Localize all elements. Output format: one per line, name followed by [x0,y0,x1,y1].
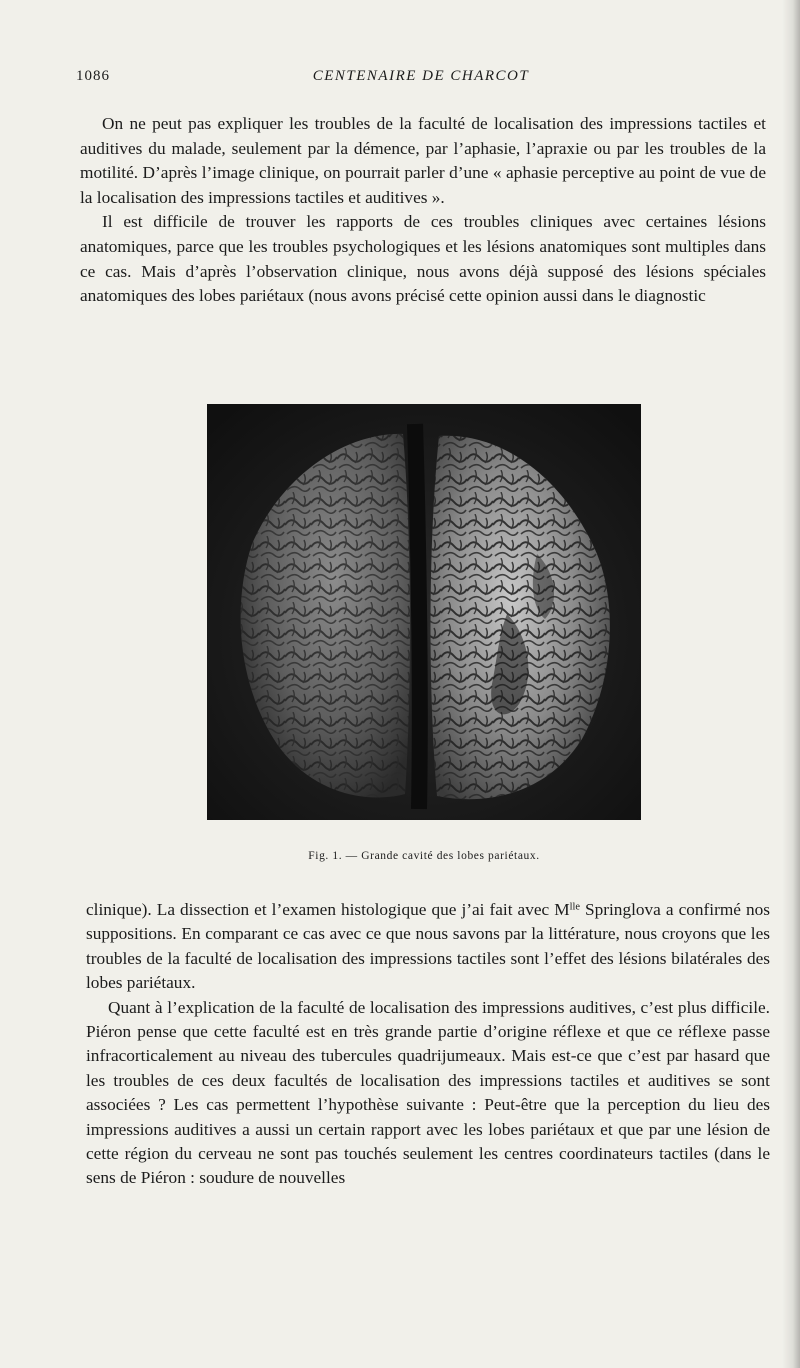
top-text-block [80,112,766,309]
continuation-start: clinique). La dissection et l’examen histologique que j’ai fait avec M [86,900,570,919]
page-number: 1086 [76,68,110,84]
paragraph-1: On ne peut pas expliquer les troubles de la faculté de localisation des impressions tactiles et auditives du malade, seulement par la démence, par l’aphasie, l’apraxie ou par les troubles de la motilité. D’après l’image clinique, on pourrait parler d’une « aphasie perceptive au point de vue de la localisation des impressions tactiles et auditives ». [80,114,766,207]
continuation-paragraph [86,898,770,996]
paragraph-3: Quant à l’explication de la faculté de localisation des impressions auditives, c’est plus difficile. Piéron pense que cette faculté est en très grande partie d’origine réflexe et que ce réflexe passe infracorticalement au niveau des tubercules quadrijumeaux. Mais est-ce que c’est par hasard que les troubles de ces deux facultés de localisation des impressions tactiles et auditives se sont associées ? Les cas permettent l’hypothèse suivante : Peut-être que la perception du lieu des impressions auditives a aussi un certain rapport avec les lobes pariétaux et que par une lésion de cette région du cerveau ne sont pas touchés seulement les centres coordinateurs tactiles (dans le sens de Piéron : soudure de nouvelles [86,997,770,1188]
page-header [76,68,766,88]
bottom-text-block [86,898,770,1191]
paragraph-2: Il est difficile de trouver les rapports de ces troubles cliniques avec certaines lésions anatomiques, parce que les troubles psychologiques et les lésions anatomiques sont multiples dans ce cas. Mais d’après l’observation clinique, nous avons déjà supposé des lésions spéciales anatomiques des lobes pariétaux (nous avons précisé cette opinion aussi dans le diagnostic [80,212,766,306]
figure-caption: Fig. 1. — Grande cavité des lobes pariétaux. [308,850,540,862]
running-head: CENTENAIRE DE CHARCOT [312,68,530,84]
page-edge-shadow [782,0,800,1368]
continuation-end: Springlova a confirmé nos suppositions. En comparant ce cas avec ce que nous savons par la littérature, nous croyons que les troubles de la faculté de localisation des impressions tactiles sont l’effet des lésions bilatérales des lobes pariétaux. [86,900,770,993]
superscript-lle: lle [569,901,580,913]
brain-photograph [207,404,641,820]
